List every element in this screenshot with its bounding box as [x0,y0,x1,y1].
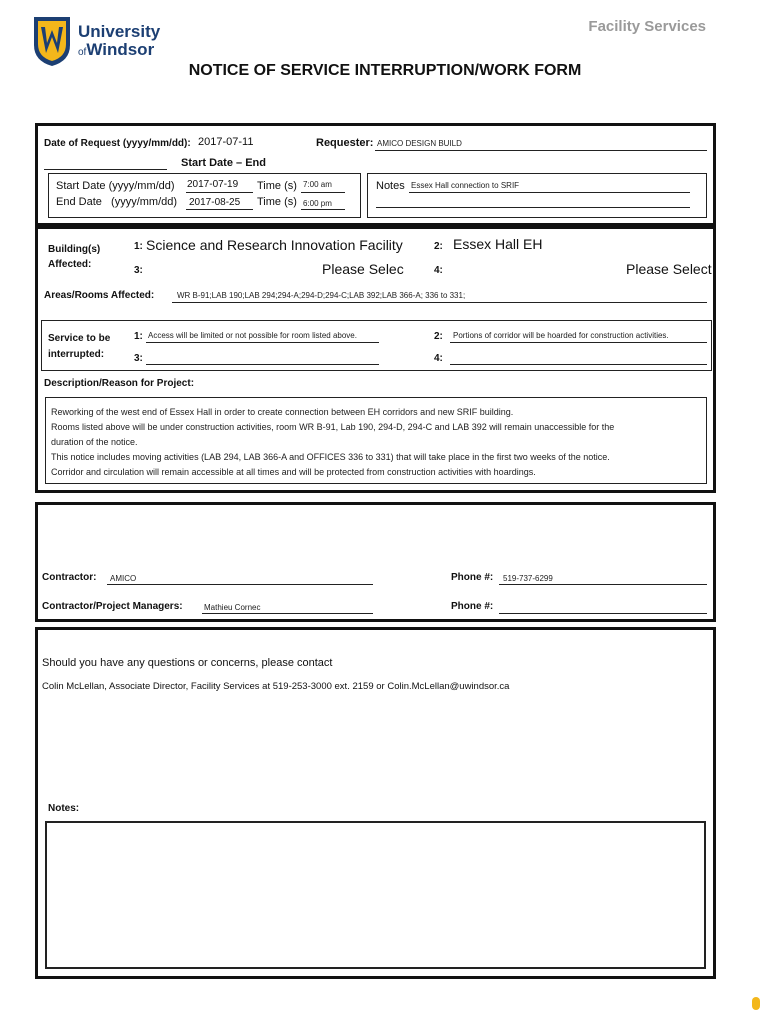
start-time-label: Time (s) [257,180,297,192]
university-of: of [78,47,87,58]
project-managers-value: Mathieu Cornec [204,603,261,612]
description-line1: Reworking of the west end of Essex Hall in order to create connection between EH corridors and new SRIF building. [51,407,514,417]
buildings-label [48,242,100,272]
building-3-select[interactable]: Please Selec [322,261,404,277]
manager-phone-label: Phone #: [451,601,494,612]
areas-value: WR B-91;LAB 190;LAB 294;294-A;294-D;294-C;LAB 392;LAB 366-A; 336 to 331; [177,291,466,300]
start-time-field[interactable] [301,179,345,193]
contractor-phone-field[interactable] [499,572,707,585]
service-1-field[interactable] [146,330,379,343]
request-notes-field[interactable] [409,179,690,193]
request-notes-line2[interactable] [376,196,690,208]
areas-field[interactable] [172,289,707,303]
building-2-select[interactable]: Essex Hall EH [453,236,543,252]
service-3-field[interactable] [146,352,379,365]
shield-icon [32,15,72,67]
contractor-field[interactable] [107,572,373,585]
description-line3: duration of the notice. [51,437,138,447]
date-of-request-value[interactable]: 2017-07-11 [198,136,254,148]
description-label: Description/Reason for Project: [44,378,195,389]
contractor-phone-value: 519-737-6299 [503,574,553,583]
end-date-label: End Date (yyyy/mm/dd) [56,196,178,208]
building-3-number: 3: [134,265,143,276]
request-notes-label: Notes [376,180,405,192]
department-title: Facility Services [588,18,706,35]
buildings-label-line2: Affected: [48,259,92,270]
service-4-field[interactable] [450,352,707,365]
project-managers-field[interactable] [202,601,373,614]
start-time-value: 7:00 am [303,180,332,189]
service-4-number: 4: [434,353,443,364]
service-3-number: 3: [134,353,143,364]
service-2-number: 2: [434,331,443,342]
date-of-request-label: Date of Request (yyyy/mm/dd): [44,138,191,149]
university-line1: University [78,22,161,41]
description-line2: Rooms listed above will be under construction activities, room WR B-91, Lab 190, 294-D, 294-C and LAB 392 will remain unaccessible for the [51,422,615,432]
description-text [51,405,614,480]
requester-field[interactable] [375,137,707,151]
service-1-value: Access will be limited or not possible for room listed above. [148,331,357,340]
end-time-label: Time (s) [257,196,297,208]
service-label-line1: Service to be [48,333,111,344]
contact-details: Colin McLellan, Associate Director, Facility Services at 519-253-3000 ext. 2159 or Colin.McLellan@uwindsor.ca [42,681,510,692]
service-label-line2: interrupted: [48,349,105,360]
service-2-field[interactable] [450,330,707,343]
start-date-value: 2017-07-19 [187,179,239,190]
page-marker-icon [752,997,760,1010]
end-time-field[interactable] [301,196,345,210]
service-label [48,331,110,363]
notes-textarea[interactable] [45,821,706,969]
buildings-label-line1: Building(s) [48,244,101,255]
blank-line-left [44,158,167,170]
start-date-field[interactable] [186,179,253,193]
contractor-value: AMICO [110,574,137,583]
building-1-number: 1: [134,241,143,252]
requester-value: AMICO DESIGN BUILD [377,139,462,148]
project-managers-label: Contractor/Project Managers: [42,601,183,612]
requester-label: Requester: [316,137,374,149]
university-line2: Windsor [86,40,155,59]
university-name [78,23,160,62]
university-logo [32,15,167,69]
end-date-value: 2017-08-25 [189,197,241,208]
contractor-label: Contractor: [42,572,97,583]
service-1-number: 1: [134,331,143,342]
start-end-label: Start Date – End [181,157,266,169]
service-2-value: Portions of corridor will be hoarded for construction activities. [453,331,669,340]
areas-label: Areas/Rooms Affected: [44,290,155,301]
end-time-value: 6:00 pm [303,199,332,208]
notes-label: Notes: [48,803,80,814]
end-date-field[interactable] [186,196,253,210]
manager-phone-field[interactable] [499,601,707,614]
building-4-number: 4: [434,265,443,276]
building-1-select[interactable]: Science and Research Innovation Facility [146,237,403,253]
form-title: NOTICE OF SERVICE INTERRUPTION/WORK FORM [188,62,582,79]
request-notes-value: Essex Hall connection to SRIF [411,181,520,190]
start-date-label: Start Date (yyyy/mm/dd) [56,180,175,192]
description-line4: This notice includes moving activities (LAB 294, LAB 366-A and OFFICES 336 to 331) that will take place in the first two weeks of the notice. [51,452,610,462]
contact-intro: Should you have any questions or concerns, please contact [42,657,333,669]
contractor-phone-label: Phone #: [451,572,494,583]
description-line5: Corridor and circulation will remain accessible at all times and will be protected from construction activities with hoardings. [51,467,536,477]
building-2-number: 2: [434,241,443,252]
building-4-select[interactable]: Please Select [626,261,712,277]
